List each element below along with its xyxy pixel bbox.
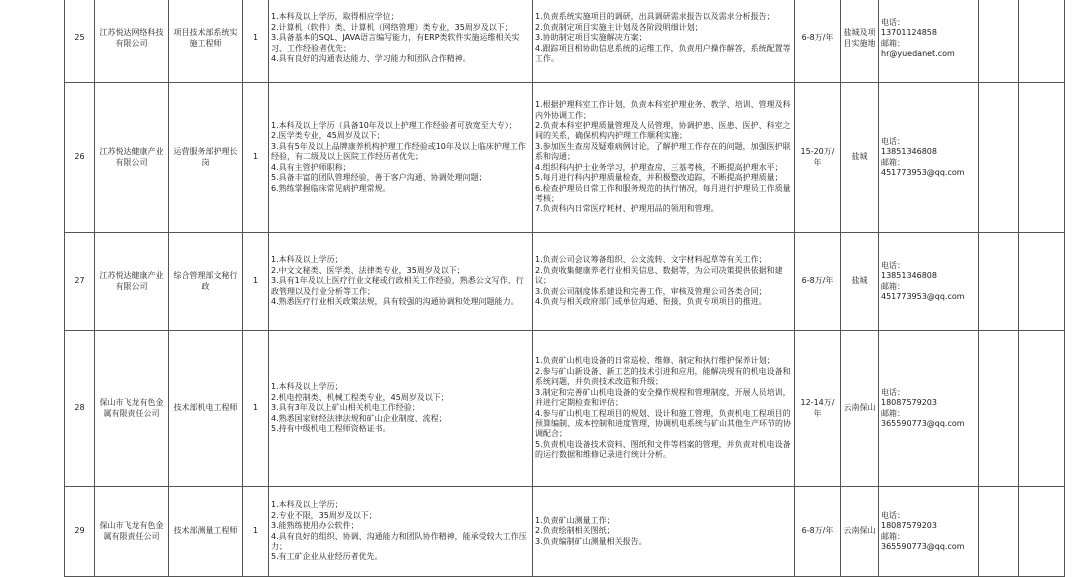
company-cell: 保山市飞龙有色金属有限责任公司 [95,487,169,577]
headcount-cell: 1 [243,487,269,577]
requirement-line: 4.熟悉国家财经法律法规和矿山企业制度、流程； [271,413,447,423]
requirement-line: 3.具备基本的SQL、JAVA语言编写能力，有ERP类软件实施运维相关实习、工作经验者优先； [271,33,520,53]
duty-line: 4.参与矿山机电工程项目的规划、设计和施工管理，负责机电工程项目的预算编制、成本控制和进度管理，协调机电系统与矿山其他生产环节的协调配合； [535,408,791,439]
table-row [65,487,1065,577]
duty-line: 2.负责本科室护理质量管理及人员管理，协调护患、医患、医护、科室之间的关系，确保机构内护理工作顺利实施； [535,121,791,141]
location-cell: 云南保山 [841,487,879,577]
row-number-cell: 26 [65,83,95,233]
salary-cell: 6-8万/年 [795,0,841,83]
requirement-line: 5.具备丰富的团队管理经验，善于客户沟通、协调处理问题； [271,173,487,183]
requirement-line: 2.计算机（软件）类、计算机（网络管理）类专业，35周岁及以下； [271,22,513,32]
contact-label: 邮箱： [881,408,905,418]
duty-line: 4.组织科内护士业务学习，护理查房、三基考核，不断提高护理水平； [535,162,783,172]
contact-value: 365590773@qq.com [881,418,965,428]
position-cell: 项目技术部系统实施工程师 [169,0,243,83]
contact-value: 13701124858 [881,28,937,38]
duty-line: 6.检查护理员日常工作和服务规范的执行情况，每月进行护理员工作质量考核； [535,183,791,203]
position-cell: 运营服务部护理长岗 [169,83,243,233]
job-listing-table [64,0,1065,577]
empty-cell [1019,0,1065,83]
position-cell: 综合管理部文秘行政 [169,233,243,331]
contact-label: 邮箱： [881,531,905,541]
contact-label: 电话： [881,387,905,397]
duty-line: 2.负责绘制相关图纸； [535,526,615,536]
row-number-cell: 28 [65,331,95,487]
contact-value: 451773953@qq.com [881,291,965,301]
requirement-line: 3.能熟练使用办公软件； [271,521,359,531]
salary-cell: 6-8万/年 [795,233,841,331]
duty-line: 3.参加医生查房及疑难病例讨论，了解护理工作存在的问题，加强医护联系和沟通； [535,141,791,162]
duty-line: 1.负责系统实施项目的调研，出具调研需求报告以及需求分析报告； [535,12,775,22]
requirements-cell [269,83,533,233]
requirements-cell [269,233,533,331]
contact-label: 邮箱： [881,38,905,48]
position-cell: 技术部机电工程师 [169,331,243,487]
row-number-cell: 25 [65,0,95,83]
table-row [65,331,1065,487]
headcount-cell: 1 [243,233,269,331]
headcount-cell: 1 [243,0,269,83]
salary-cell: 15-20万/年 [795,83,841,233]
duty-line: 1.负责矿山机电设备的日常巡检、维修、制定和执行维护保养计划； [535,356,775,366]
requirement-line: 4.具有良好的沟通表达能力、学习能力和团队合作精神。 [271,54,471,64]
requirement-line: 4.具有良好的组织、协调、沟通能力和团队协作精神，能承受较大工作压力； [271,531,527,551]
duty-line: 3.制定和完善矿山机电设备的安全操作规程和管理制度，开展人员培训，并进行定期检查和评估； [535,387,791,408]
requirement-line: 4.具有主管护师职称； [271,162,351,172]
duties-cell [533,331,795,487]
duties-cell [533,487,795,577]
empty-cell [979,487,1019,577]
company-cell: 保山市飞龙有色金属有限责任公司 [95,331,169,487]
duty-line: 3.协助制定项目实施解决方案； [535,33,647,43]
empty-cell [1019,83,1065,233]
requirements-cell [269,0,533,83]
empty-cell [1019,331,1065,487]
requirement-line: 2.专业不限，35周岁及以下； [271,510,377,520]
contact-label: 电话： [881,17,905,27]
duty-line: 3.负责公司制度体系建设和完善工作，审核及管理公司各类合同； [535,286,767,296]
duties-cell [533,83,795,233]
contact-cell [879,487,979,577]
duty-line: 2.参与矿山新设备、新工艺的技术引进和应用，能解决现有的机电设备和系统问题，并负责技术改造和升级； [535,366,791,387]
contact-value: 13851346808 [881,147,937,157]
contact-value: 13851346808 [881,271,937,281]
requirement-line: 5.持有中级机电工程师资格证书。 [271,424,391,434]
location-cell: 盐城 [841,83,879,233]
salary-cell: 12-14万/年 [795,331,841,487]
empty-cell [979,0,1019,83]
empty-cell [1019,233,1065,331]
contact-label: 电话： [881,510,905,520]
empty-cell [979,83,1019,233]
duty-line: 1.负责矿山测量工作； [535,515,615,525]
contact-label: 邮箱： [881,157,905,167]
table-row [65,83,1065,233]
table-row [65,0,1065,83]
duty-line: 4.负责与相关政府部门或单位沟通、衔接，负责专项项目的推进。 [535,297,767,307]
requirements-cell [269,331,533,487]
requirement-line: 1.本科及以上学历，取得相应学位； [271,12,399,22]
table-row [65,233,1065,331]
requirement-line: 6.熟练掌握临床常见病护理常规。 [271,183,391,193]
duty-line: 1.根据护理科室工作计划，负责本科室护理业务、教学、培训、管理及科内外协调工作； [535,100,791,120]
duty-line: 7.负责科内日常医疗耗材、护理用品的领用和管理。 [535,204,719,214]
row-number-cell: 29 [65,487,95,577]
headcount-cell: 1 [243,331,269,487]
contact-cell [879,233,979,331]
requirement-line: 3.具有5年及以上品牌康养机构护理工作经验或10年及以上临床护理工作经验，有二级及以上医院工作经历者优先； [271,141,526,162]
empty-cell [1019,487,1065,577]
requirement-line: 2.医学类专业，45周岁及以下； [271,131,385,141]
contact-label: 电话： [881,136,905,146]
duty-line: 5.负责机电设备技术资料、图纸和文件等档案的管理，并负责对机电设备的运行数据和维修记录进行统计分析。 [535,439,791,460]
duties-cell [533,0,795,83]
duties-cell [533,233,795,331]
duty-line: 3.负责编制矿山测量相关报告。 [535,536,647,546]
duty-line: 4.跟踪项目相协助信息系统的运维工作，负责用户操作解答，系统配置等工作。 [535,43,791,64]
requirement-line: 1.本科及以上学历； [271,500,343,510]
requirement-line: 1.本科及以上学历； [271,255,343,265]
empty-cell [979,331,1019,487]
location-cell: 盐城及项目实施地 [841,0,879,83]
requirement-line: 3.具有3年及以上矿山相关机电工作经验； [271,403,420,413]
duty-line: 2.负责收集健康养老行业相关信息、数据等，为公司决策提供依据和建议； [535,265,783,286]
duty-line: 2.负责制定项目实施主计划及各阶段明细计划； [535,22,703,32]
position-cell: 技术部测量工程师 [169,487,243,577]
salary-cell: 6-8万/年 [795,487,841,577]
requirement-line: 1.本科及以上学历（具备10年及以上护理工作经验者可放宽至大专）； [271,121,517,131]
contact-value: 451773953@qq.com [881,167,965,177]
contact-cell [879,0,979,83]
headcount-cell: 1 [243,83,269,233]
requirement-line: 5.有工矿企业从业经历者优先。 [271,552,383,562]
requirement-line: 3.具有1年及以上医疗行业文秘或行政相关工作经验，熟悉公文写作、行政管理以及行业分析等工作； [271,276,524,296]
location-cell: 盐城 [841,233,879,331]
requirements-cell [269,487,533,577]
contact-value: 365590773@qq.com [881,541,965,551]
duty-line: 5.每月进行科内护理质量检查，并积极整改追踪，不断提高护理质量； [535,173,783,183]
contact-cell [879,83,979,233]
company-cell: 江苏悦达健康产业有限公司 [95,83,169,233]
requirement-line: 1.本科及以上学历； [271,382,343,392]
company-cell: 江苏悦达网络科技有限公司 [95,0,169,83]
empty-cell [979,233,1019,331]
location-cell: 云南保山 [841,331,879,487]
contact-label: 电话： [881,260,905,270]
row-number-cell: 27 [65,233,95,331]
contact-value: hr@yuedanet.com [881,48,955,58]
duty-line: 1.负责公司会议筹备组织、公文流转、文字材料起草等有关工作； [535,255,767,265]
contact-cell [879,331,979,487]
requirement-line: 4.熟悉医疗行业相关政策法规，具有较强的沟通协调和处理问题能力。 [271,297,519,307]
contact-value: 18087579203 [881,521,937,531]
requirement-line: 2.中文文秘类、医学类、法律类专业，35周岁及以下； [271,265,465,275]
company-cell: 江苏悦达健康产业有限公司 [95,233,169,331]
requirement-line: 2.机电控制类、机械工程类专业，45周岁及以下； [271,392,449,402]
contact-label: 邮箱： [881,281,905,291]
contact-value: 18087579203 [881,398,937,408]
